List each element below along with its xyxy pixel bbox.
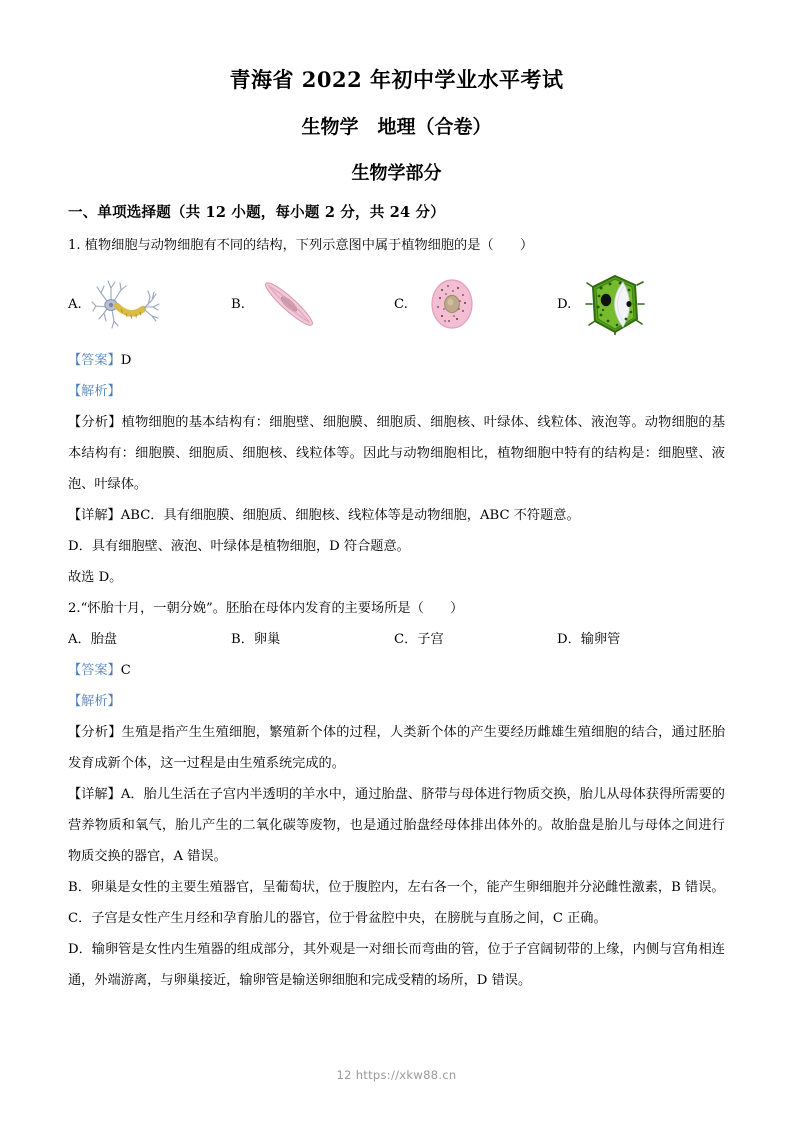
answer-marker: 【答案】 — [68, 353, 121, 369]
option-c-label: C. — [394, 296, 408, 312]
detail-paragraph — [68, 779, 725, 872]
answer-marker: 【答案】 — [68, 663, 121, 679]
detail-paragraph: D．具有细胞壁、液泡、叶绿体是植物细胞，D 符合题意。 — [68, 539, 410, 555]
plant-cell-image — [579, 273, 651, 335]
analysis-text: 植物细胞的基本结构有：细胞壁、细胞膜、细胞质、细胞核、叶绿体、线粒体、液泡等。动物细胞的基本结构有：细胞膜、细胞质、细胞核、线粒体等。因此与动物细胞相比，植物细胞中特有的结构是：细胞壁、液泡、叶绿体。 — [68, 415, 726, 493]
answer-line — [68, 345, 725, 376]
detail-paragraph: D．输卵管是女性内生殖器的组成部分，其外观是一对细长而弯曲的管，位于子宫阔韧带的上缘，内侧与宫角相连通，外端游离，与卵巢接近，输卵管是输送卵细胞和完成受精的场所，D 错误。 — [68, 942, 725, 989]
question-2 — [68, 593, 725, 996]
page-title: 青海省 2022 年初中学业水平考试 — [229, 67, 564, 92]
option-a[interactable]: A．胎盘 — [68, 632, 118, 648]
detail-marker: 【详解】 — [68, 787, 121, 803]
option-b[interactable]: B．卵巢 — [231, 632, 281, 648]
explanation-line — [68, 686, 725, 717]
analysis-paragraph — [68, 407, 725, 500]
option-a-label: A. — [68, 296, 82, 312]
question-stem: 1. 植物细胞与动物细胞有不同的结构，下列示意图中属于植物细胞的是（ ） — [68, 238, 534, 254]
question-1 — [68, 230, 725, 593]
question-2-options — [68, 624, 725, 655]
detail-text: ABC．具有细胞膜、细胞质、细胞核、线粒体等是动物细胞，ABC 不符题意。 — [120, 508, 580, 524]
part-heading: 一、单项选择题（共 12 小题，每小题 2 分，共 24 分） — [68, 204, 445, 222]
option-d[interactable] — [557, 271, 720, 337]
option-b-label: B. — [231, 296, 245, 312]
detail-text: A．胎儿生活在子宫内半透明的羊水中，通过胎盘、脐带与母体进行物质交换，胎儿从母体获得所需要的营养物质和氧气，胎儿产生的二氧化碳等废物，也是通过胎盘经母体排出体外的。故胎盘是胎儿与母体之间进行物质交换的器官，A 错误。 — [68, 787, 725, 865]
analysis-paragraph — [68, 717, 725, 779]
analysis-text: 生殖是指产生生殖细胞，繁殖新个体的过程，人类新个体的产生要经历雌雄生殖细胞的结合，通过胚胎发育成新个体，这一过程是由生殖系统完成的。 — [68, 725, 726, 772]
animal-cell-image — [416, 273, 488, 335]
page-subtitle: 生物学 地理（合卷） — [301, 116, 492, 139]
detail-marker: 【详解】 — [68, 508, 121, 524]
exam-content — [68, 186, 725, 996]
analysis-marker: 【分析】 — [68, 725, 122, 741]
answer-line — [68, 655, 725, 686]
explanation-marker: 【解析】 — [68, 694, 121, 710]
option-d[interactable]: D．输卵管 — [557, 632, 621, 648]
page-footer: 12 https://xkw88.cn — [336, 1068, 457, 1082]
question-1-options — [68, 271, 725, 337]
option-d-label: D. — [557, 296, 572, 312]
conclusion-line: 故选 D。 — [68, 570, 123, 586]
section-title: 生物学部分 — [351, 162, 442, 184]
explanation-line — [68, 376, 725, 407]
muscle-cell-image — [253, 273, 325, 335]
question-stem: 2.“怀胎十月，一朝分娩”。胚胎在母体内发育的主要场所是（ ） — [68, 601, 464, 617]
analysis-marker: 【分析】 — [68, 415, 122, 431]
detail-paragraph: B．卵巢是女性的主要生殖器官，呈葡萄状，位于腹腔内，左右各一个，能产生卵细胞并分泌雌性激素，B 错误。 — [68, 880, 725, 896]
option-c[interactable]: C．子宫 — [394, 632, 444, 648]
answer-value: C — [120, 663, 131, 679]
explanation-marker: 【解析】 — [68, 384, 121, 400]
detail-paragraph — [68, 500, 725, 531]
option-b[interactable] — [231, 271, 394, 337]
option-a[interactable] — [68, 271, 231, 337]
neuron-cell-image — [90, 273, 162, 335]
detail-paragraph: C．子宫是女性产生月经和孕育胎儿的器官，位于骨盆腔中央，在膀胱与直肠之间，C 正确。 — [68, 911, 607, 927]
answer-value: D — [120, 353, 132, 369]
option-c[interactable] — [394, 271, 557, 337]
